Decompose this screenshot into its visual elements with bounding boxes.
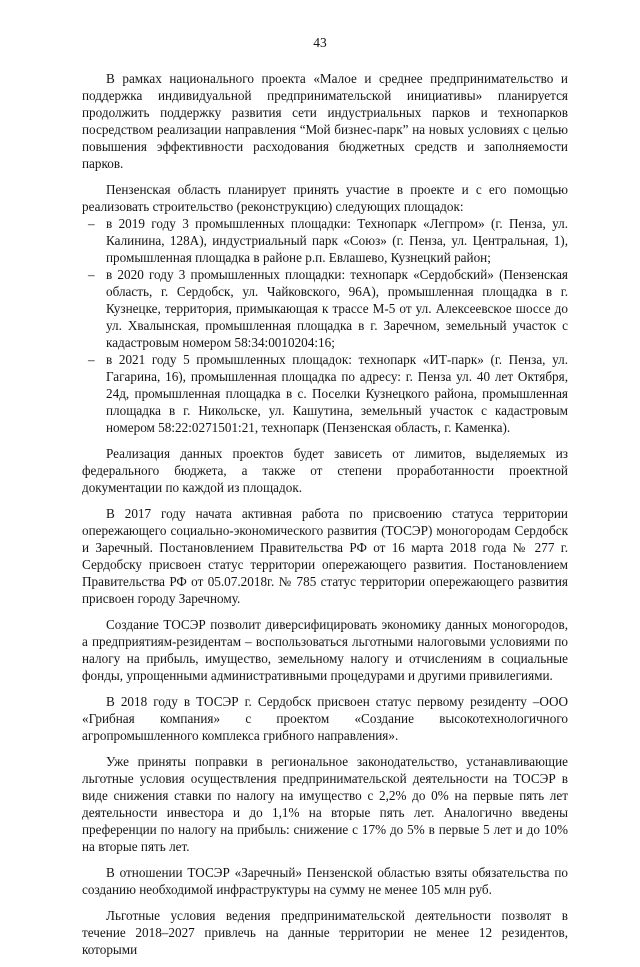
- list-item-text: в 2020 году 3 промышленных площадки: технопарк «Сердобский» (Пензенская область, г. Сердобск, ул. Чайковского, 96А), промышленная площадка в г. Кузнецке, территория, примыкающая к трассе М-5 от ул. Алексеевское шоссе до ул. Хвалынская, промышленная площадка в г. Заречном, земельный участок с кадастровым номером 58:34:0010204:16;: [106, 267, 568, 350]
- paragraph-zarechny-obligations: В отношении ТОСЭР «Заречный» Пензенской областью взяты обязательства по созданию необходимой инфраструктуры на сумму не менее 105 млн руб.: [82, 865, 568, 897]
- list-dash: –: [88, 352, 95, 367]
- paragraph-implementation: Реализация данных проектов будет зависеть от лимитов, выделяемых из федерального бюджета, а также от степени проработанности проектной документации по каждой из площадок.: [82, 446, 568, 495]
- list-item-text: в 2021 году 5 промышленных площадок: технопарк «ИТ-парк» (г. Пенза, ул. Гагарина, 16), промышленная площадка по адресу: г. Пенза ул. 40 лет Октября, 24д, промышленная площадка в с. Поселки Кузнецкого района, промышленная площадка в г. Никольске, ул. Кашутина, земельный участок с кадастровым номером 58:22:0271501:21, технопарк (Пензенская область, г. Каменка).: [106, 352, 568, 435]
- paragraph-penza-participation: Пензенская область планирует принять участие в проекте и с его помощью реализовать строительство (реконструкцию) следующих площадок:: [82, 182, 568, 214]
- page-number: 43: [313, 35, 327, 50]
- page-content: [82, 70, 568, 967]
- list-item: [82, 266, 568, 351]
- paragraph-toser-benefits: Создание ТОСЭР позволит диверсифицировать экономику данных моногородов, а предприятиям-резидентам – воспользоваться льготными налоговыми условиями по налогу на прибыль, имущество, земельному налогу и отчислениям в социальные фонды, упрощенными административными процедурами и другими привилегиями.: [82, 617, 568, 683]
- sites-list: [82, 215, 568, 436]
- list-dash: –: [88, 216, 95, 231]
- paragraph-residents: Льготные условия ведения предпринимательской деятельности позволят в течение 2018–2027 привлечь на данные территории не менее 12 резидентов, которыми: [82, 908, 568, 957]
- list-item: [82, 351, 568, 436]
- paragraph-toser-2017: В 2017 году начата активная работа по присвоению статуса территории опережающего социально-экономического развития (ТОСЭР) моногородам Сердобск и Заречный. Постановлением Правительства РФ от 16 марта 2018 года № 277 г. Сердобску присвоен статус территории опережающего развития. Постановлением Правительства РФ от 05.07.2018г. № 785 статус территории опережающего развития присвоен городу Заречному.: [82, 506, 568, 606]
- list-dash: –: [88, 267, 95, 282]
- paragraph-business-park: В рамках национального проекта «Малое и среднее предпринимательство и поддержка индивидуальной предпринимательской инициативы» планируется продолжить поддержку развития сети индустриальных парков и технопарков посредством реализации направления “Мой бизнес-парк” на новых условиях с целью повышения эффективности расходования бюджетных средств и заполняемости парков.: [82, 71, 568, 171]
- paragraph-first-resident: В 2018 году в ТОСЭР г. Сердобск присвоен статус первому резиденту –ООО «Грибная компания» с проектом «Создание высокотехнологичного агропромышленного комплекса грибного направления».: [82, 694, 568, 743]
- list-item: [82, 215, 568, 266]
- list-item-text: в 2019 году 3 промышленных площадки: Технопарк «Легпром» (г. Пенза, ул. Калинина, 128А), индустриальный парк «Союз» (г. Пенза, ул. Центральная, 1), промышленная площадка в районе р.п. Евлашево, Кузнецкий район;: [106, 216, 568, 265]
- paragraph-tax-amendments: Уже приняты поправки в региональное законодательство, устанавливающие льготные условия осуществления предпринимательской деятельности на ТОСЭР в виде снижения ставки по налогу на имущество с 2,2% до 0% на первые пять лет деятельности инвестора и до 1,1% на вторые пять лет. Аналогично введены преференции по налогу на прибыль: снижение с 17% до 5% в первые 5 лет и до 10% на вторые пять лет.: [82, 754, 568, 854]
